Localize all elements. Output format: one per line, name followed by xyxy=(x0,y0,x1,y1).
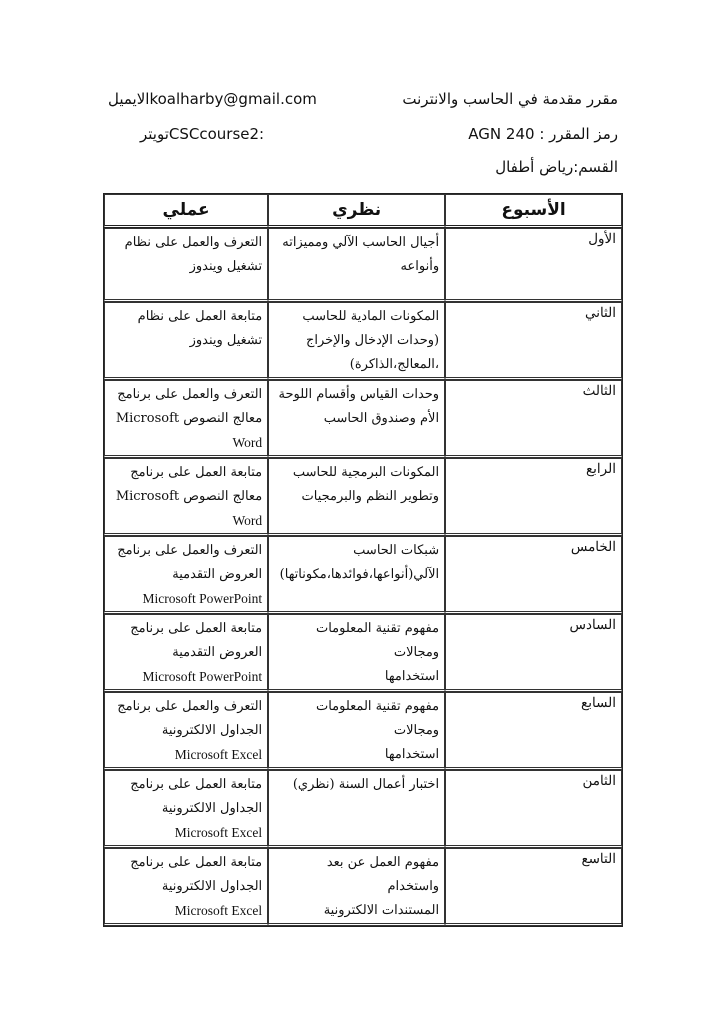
practical-content xyxy=(105,537,267,611)
theory-cell xyxy=(268,302,445,380)
practical-line: التعرف والعمل على برنامج xyxy=(117,543,263,558)
theory-line: الأم وصندوق الحاسب xyxy=(323,411,440,426)
practical-content xyxy=(105,849,267,923)
table-row xyxy=(104,458,622,536)
practical-content xyxy=(105,771,267,845)
practical-cell xyxy=(104,228,268,302)
practical-line: Word xyxy=(232,435,263,450)
table-row xyxy=(104,536,622,614)
practical-line: تشغيل ويندوز xyxy=(189,259,263,274)
practical-line: الجداول الالكترونية xyxy=(161,879,263,894)
table-header-row xyxy=(104,194,622,228)
theory-line: (وحدات الإدخال والإخراج xyxy=(305,333,440,348)
weekly-schedule-table xyxy=(103,193,623,927)
practical-line: Microsoft Excel xyxy=(174,747,263,762)
practical-content xyxy=(105,381,267,455)
practical-line: Microsoft Excel xyxy=(174,825,263,840)
header-line-2 xyxy=(140,125,618,155)
theory-cell xyxy=(268,692,445,770)
practical-line: Microsoft PowerPoint xyxy=(142,669,263,684)
course-code-label: رمز المقرر : xyxy=(539,125,618,143)
theory-line: ،المعالج،الذاكرة) xyxy=(349,357,440,372)
course-code-block xyxy=(468,125,618,143)
practical-content xyxy=(105,229,267,279)
week-cell xyxy=(445,692,622,770)
theory-content xyxy=(269,229,444,279)
week-label: الثالث xyxy=(582,383,616,399)
theory-cell xyxy=(268,536,445,614)
theory-line: اختبار أعمال السنة (نظري) xyxy=(292,777,440,792)
week-label: التاسع xyxy=(581,851,616,867)
practical-line: العروض التقدمية xyxy=(172,645,263,660)
theory-line: مفهوم تقنية المعلومات ومجالات xyxy=(315,621,440,660)
theory-content xyxy=(269,615,444,689)
twitter-value: CSCcourse2: xyxy=(168,125,265,143)
theory-content xyxy=(269,303,444,377)
practical-content xyxy=(105,615,267,689)
practical-line: Microsoft PowerPoint xyxy=(142,591,263,606)
practical-line: متابعة العمل على برنامج xyxy=(130,465,263,480)
week-cell xyxy=(445,770,622,848)
practical-line: التعرف والعمل على برنامج xyxy=(117,699,263,714)
practical-cell xyxy=(104,458,268,536)
practical-content xyxy=(105,303,267,353)
week-label: الثاني xyxy=(584,305,616,321)
theory-content xyxy=(269,537,444,587)
theory-line: المستندات الالكترونية xyxy=(323,903,440,918)
practical-cell xyxy=(104,770,268,848)
theory-line: شبكات الحاسب xyxy=(353,543,440,558)
email-value: koalharby@gmail.com xyxy=(149,90,317,108)
table-body xyxy=(104,228,622,926)
theory-cell xyxy=(268,770,445,848)
theory-line: استخدامها xyxy=(384,669,440,684)
theory-content xyxy=(269,459,444,509)
twitter-label: تويتر xyxy=(140,125,169,143)
theory-content xyxy=(269,693,444,767)
practical-line: متابعة العمل على برنامج xyxy=(130,777,263,792)
header-theory: نظري xyxy=(268,194,445,228)
theory-cell xyxy=(268,848,445,926)
practical-cell xyxy=(104,380,268,458)
theory-line: وتطوير النظم والبرمجيات xyxy=(301,489,440,504)
practical-content xyxy=(105,459,267,533)
practical-cell xyxy=(104,536,268,614)
practical-line: Word xyxy=(232,513,263,528)
theory-line: أجيال الحاسب الآلي ومميزاته xyxy=(282,235,440,250)
week-label: الخامس xyxy=(570,539,616,555)
week-label: الثامن xyxy=(582,773,616,789)
email-block xyxy=(108,90,317,108)
theory-line: الآلي(أنواعها،فوائدها،مكوناتها) xyxy=(279,567,440,582)
practical-line: العروض التقدمية xyxy=(172,567,263,582)
department: القسم:رياض أطفال xyxy=(495,158,618,176)
theory-cell xyxy=(268,228,445,302)
theory-cell xyxy=(268,380,445,458)
theory-line: مفهوم العمل عن بعد واستخدام xyxy=(326,855,440,894)
theory-line: المكونات البرمجية للحاسب xyxy=(292,465,440,480)
table-row xyxy=(104,614,622,692)
week-cell xyxy=(445,614,622,692)
week-label: السابع xyxy=(581,695,616,711)
week-label: السادس xyxy=(569,617,616,633)
practical-line: متابعة العمل على نظام xyxy=(137,309,263,324)
theory-line: مفهوم تقنية المعلومات ومجالات xyxy=(315,699,440,738)
table-row xyxy=(104,848,622,926)
theory-cell xyxy=(268,614,445,692)
table-row xyxy=(104,692,622,770)
twitter-block xyxy=(140,125,264,143)
week-cell xyxy=(445,536,622,614)
week-cell xyxy=(445,848,622,926)
header-line-1 xyxy=(108,90,618,120)
table-row xyxy=(104,770,622,848)
theory-line: استخدامها xyxy=(384,747,440,762)
theory-cell xyxy=(268,458,445,536)
theory-content xyxy=(269,381,444,431)
practical-line: التعرف والعمل على برنامج xyxy=(117,387,263,402)
practical-cell xyxy=(104,692,268,770)
email-label: الايميل xyxy=(108,90,150,108)
table-row xyxy=(104,302,622,380)
header-practical: عملي xyxy=(104,194,268,228)
header-week: الأسبوع xyxy=(445,194,622,228)
table-row xyxy=(104,380,622,458)
theory-line: وأنواعه xyxy=(400,259,440,274)
practical-line: معالج النصوص Microsoft xyxy=(115,489,263,504)
table-row xyxy=(104,228,622,302)
theory-line: المكونات المادية للحاسب xyxy=(302,309,440,324)
theory-content xyxy=(269,771,444,797)
week-cell xyxy=(445,302,622,380)
week-label: الأول xyxy=(588,231,616,247)
practical-line: الجداول الالكترونية xyxy=(161,723,263,738)
week-cell xyxy=(445,380,622,458)
practical-line: التعرف والعمل على نظام xyxy=(124,235,263,250)
week-cell xyxy=(445,458,622,536)
header-line-3 xyxy=(108,158,618,188)
week-label: الرابع xyxy=(585,461,616,477)
theory-content xyxy=(269,849,444,923)
practical-line: تشغيل ويندوز xyxy=(189,333,263,348)
practical-cell xyxy=(104,302,268,380)
theory-line: وحدات القياس وأقسام اللوحة xyxy=(278,387,440,402)
practical-cell xyxy=(104,614,268,692)
practical-line: الجداول الالكترونية xyxy=(161,801,263,816)
practical-line: متابعة العمل على برنامج xyxy=(130,855,263,870)
week-cell xyxy=(445,228,622,302)
practical-content xyxy=(105,693,267,767)
practical-line: Microsoft Excel xyxy=(174,903,263,918)
practical-line: معالج النصوص Microsoft xyxy=(115,411,263,426)
course-title: مقرر مقدمة في الحاسب والانترنت xyxy=(402,90,618,108)
course-code-value: AGN 240 xyxy=(468,125,535,143)
practical-line: متابعة العمل على برنامج xyxy=(130,621,263,636)
practical-cell xyxy=(104,848,268,926)
